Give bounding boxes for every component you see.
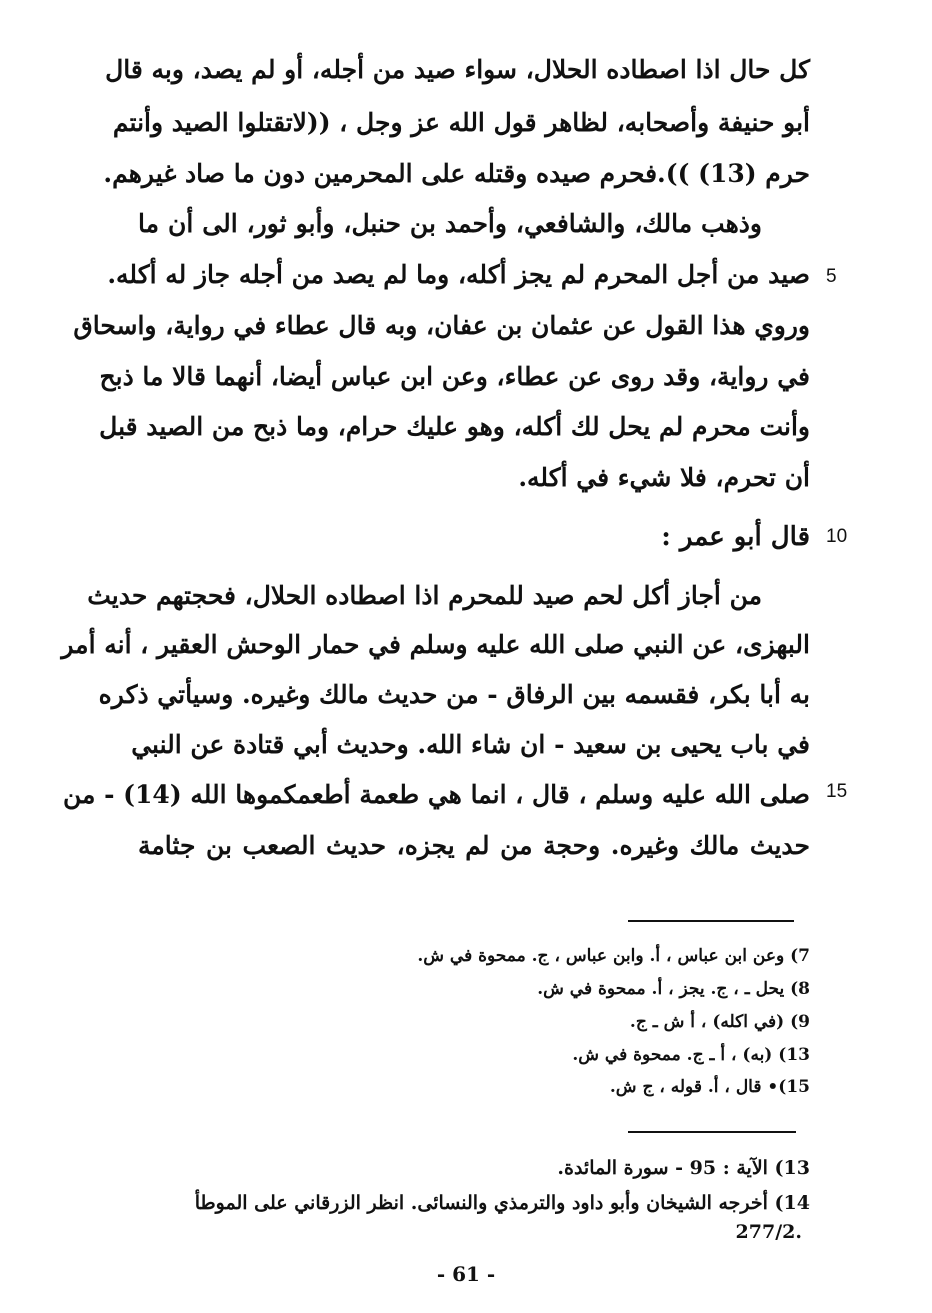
body-line: أن تحرم، فلا شيء في أكله. (518, 463, 810, 492)
body-line: أبو حنيفة وأصحابه، لظاهر قول الله عز وجل ، ((لاتقتلوا الصيد وأنتم (112, 108, 810, 137)
variant-footnote: 15)• قال ، أ. قوله ، ج ش. (609, 1077, 810, 1097)
body-line: صلى الله عليه وسلم ، قال ، انما هي طعمة أطعمكموها الله (14) - من (62, 780, 810, 809)
body-line: حرم (13) )).فحرم صيده وقتله على المحرمين دون ما صاد غيرهم. (103, 159, 810, 188)
variant-footnote: 7) وعن ابن عباس ، أ. وابن عباس ، ج. ممحوة في ش. (417, 946, 810, 966)
reference-note: 13) الآية : 95 - سورة المائدة. (557, 1157, 810, 1179)
variant-footnote: 9) (في اكله) ، أ ش ـ ج. (629, 1012, 810, 1032)
line-number: 5 (826, 266, 837, 287)
line-number: 10 (826, 526, 848, 547)
page-number: - 61 - (436, 1262, 496, 1286)
line-number: 15 (826, 781, 848, 802)
section-heading: قال أبو عمر : (661, 522, 810, 552)
reference-note: 14) أخرجه الشيخان وأبو داود والترمذي والنسائى. انظر الزرقاني على الموطأ (194, 1192, 810, 1214)
body-line: في رواية، وقد روى عن عطاء، وعن ابن عباس أيضا، أنهما قالا ما ذبح (99, 362, 810, 391)
footnote-divider (628, 920, 794, 922)
body-line: وذهب مالك، والشافعي، وأحمد بن حنبل، وأبو ثور، الى أن ما (138, 209, 762, 238)
body-line: وأنت محرم لم يحل لك أكله، وهو عليك حرام، وما ذبح من الصيد قبل (99, 412, 810, 441)
variant-footnote: 13) (به) ، أ ـ ج. ممحوة في ش. (572, 1045, 810, 1065)
body-line: حديث مالك وغيره. وحجة من لم يجزه، حديث الصعب بن جثامة (138, 831, 810, 860)
notes-divider (628, 1131, 796, 1133)
reference-note: .277/2 (735, 1221, 802, 1243)
body-line: من أجاز أكل لحم صيد للمحرم اذا اصطاده الحلال، فحجتهم حديث (87, 581, 762, 610)
body-line: صيد من أجل المحرم لم يجز أكله، وما لم يصد من أجله جاز له أكله. (107, 260, 810, 289)
body-line: به أبا بكر، فقسمه بين الرفاق - من حديث مالك وغيره. وسيأتي ذكره (98, 680, 810, 709)
body-line: في باب يحيى بن سعيد - ان شاء الله. وحديث أبي قتادة عن النبي (131, 730, 810, 759)
body-line: البهزى، عن النبي صلى الله عليه وسلم في حمار الوحش العقير ، أنه أمر (61, 630, 810, 659)
body-line: وروي هذا القول عن عثمان بن عفان، وبه قال عطاء في رواية، واسحاق (73, 311, 810, 340)
body-line: كل حال اذا اصطاده الحلال، سواء صيد من أجله، أو لم يصد، وبه قال (105, 55, 810, 84)
variant-footnote: 8) يحل ـ ، ج. يجز ، أ. ممحوة في ش. (537, 979, 810, 999)
